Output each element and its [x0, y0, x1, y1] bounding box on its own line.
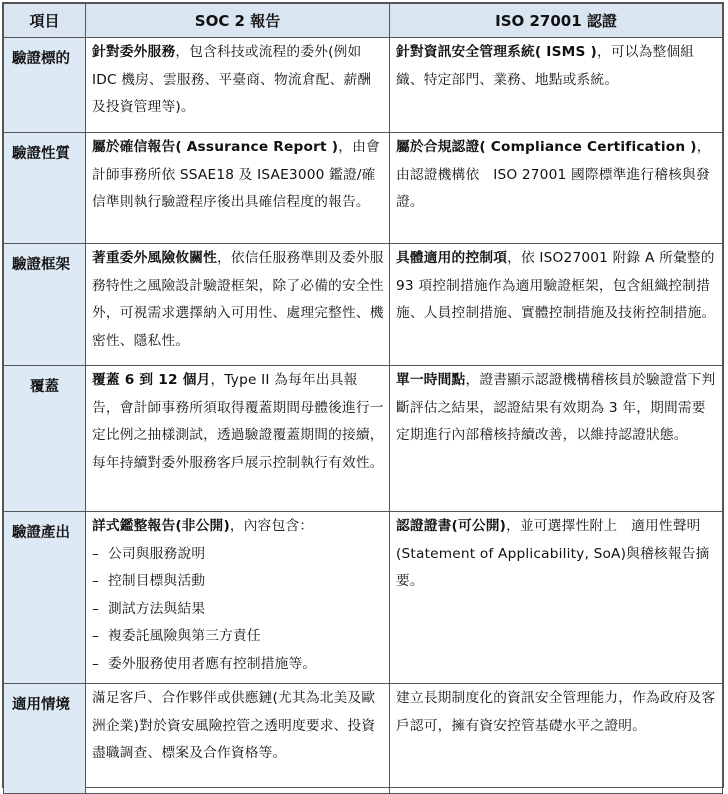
list-item: – 測試方法與結果 — [92, 596, 385, 624]
iso-cell — [390, 684, 723, 794]
iso-text: ，由認證機構依 ISO 27001 國際標準進行稽核與發證。 — [396, 139, 711, 210]
soc2-cell — [86, 512, 390, 684]
comparison-table — [3, 3, 723, 794]
soc2-text: ，內容包含： — [229, 518, 314, 534]
iso-bold: 具體適用的控制項 — [396, 250, 508, 266]
header-item: 項目 — [4, 4, 86, 38]
soc2-text: ，由會計師事務所依 SSAE18 及 ISAE3000 鑑證/確信準則執行驗證程序後出具確信程度的報告。 — [92, 139, 380, 210]
soc2-bold: 屬於確信報告( Assurance Report ) — [92, 139, 339, 155]
row-label: 驗證框架 — [4, 244, 86, 366]
soc2-cell — [86, 244, 390, 366]
list-item: – 複委託風險與第三方責任 — [92, 623, 385, 651]
soc2-cell — [86, 133, 390, 244]
iso-cell — [390, 366, 723, 512]
soc2-text: ，包含科技或流程的委外(例如 IDC 機房、雲服務、平臺商、物流倉配、薪酬及投資管理等)。 — [92, 44, 372, 115]
iso-bold: 單一時間點 — [396, 372, 466, 388]
table-row — [4, 133, 723, 244]
soc2-cell — [86, 38, 390, 133]
iso-text: 建立長期制度化的資訊安全管理能力，作為政府及客戶認可，擁有資安控管基礎水平之證明。 — [396, 690, 716, 734]
iso-bold: 針對資訊安全管理系統( ISMS ) — [396, 44, 597, 60]
iso-bold: 屬於合規認證( Compliance Certification ) — [396, 139, 697, 155]
header-iso27001: ISO 27001 認證 — [390, 4, 723, 38]
soc2-output-list — [92, 541, 385, 679]
soc2-cell — [86, 684, 390, 794]
iso-cell — [390, 133, 723, 244]
iso-cell — [390, 512, 723, 684]
list-item: – 公司與服務說明 — [92, 541, 385, 569]
soc2-bold: 覆蓋 6 到 12 個月 — [92, 372, 211, 388]
soc2-bold: 針對委外服務 — [92, 44, 176, 60]
row-label: 覆蓋 — [4, 366, 86, 512]
soc2-text: 滿足客戶、合作夥伴或供應鏈(尤其為北美及歐洲企業)對於資安風險控管之透明度要求、投資盡職調查、標案及合作資格等。 — [92, 690, 376, 761]
iso-cell — [390, 244, 723, 366]
iso-cell — [390, 38, 723, 133]
table-row — [4, 38, 723, 133]
list-item: – 控制目標與活動 — [92, 568, 385, 596]
iso-text: ，證書顯示認證機構稽核員於驗證當下判斷評估之結果，認證結果有效期為 3 年，期間需要定期進行內部稽核持續改善，以維持認證狀態。 — [396, 372, 716, 443]
header-soc2: SOC 2 報告 — [86, 4, 390, 38]
table-row — [4, 512, 723, 684]
row-label: 驗證標的 — [4, 38, 86, 133]
soc2-text: ，Type II 為每年出具報告，會計師事務所須取得覆蓋期間母體後進行一定比例之抽樣測試，透過驗證覆蓋期間的接續，每年持續對委外服務客戶展示控制執行有效性。 — [92, 372, 384, 471]
row-label: 適用情境 — [4, 684, 86, 794]
table-row — [4, 366, 723, 512]
list-item: – 委外服務使用者應有控制措施等。 — [92, 651, 385, 679]
iso-text: ，依 ISO27001 附錄 A 所彙整的 93 項控制措施作為適用驗證框架，包含組織控制措施、人員控制措施、實體控制措施及技術控制措施。 — [396, 250, 716, 321]
table-row — [4, 244, 723, 366]
soc2-bold: 著重委外風險攸關性 — [92, 250, 217, 266]
iso-text: ，可以為整個組織、特定部門、業務、地點或系統。 — [396, 44, 695, 88]
soc2-bold: 詳式鑑整報告(非公開) — [92, 518, 230, 534]
iso-text: ，並可選擇性附上 適用性聲明(Statement of Applicability, SoA)與稽核報告摘要。 — [396, 518, 710, 589]
soc2-text: ，依信任服務準則及委外服務特性之風險設計驗證框架，除了必備的安全性外，可視需求選擇納入可用性、處理完整性、機密性、隱私性。 — [92, 250, 384, 349]
iso-bold: 認證證書(可公開) — [396, 518, 507, 534]
soc2-cell — [86, 366, 390, 512]
row-label: 驗證產出 — [4, 512, 86, 684]
row-label: 驗證性質 — [4, 133, 86, 244]
table-row — [4, 684, 723, 794]
header-row — [4, 4, 723, 38]
